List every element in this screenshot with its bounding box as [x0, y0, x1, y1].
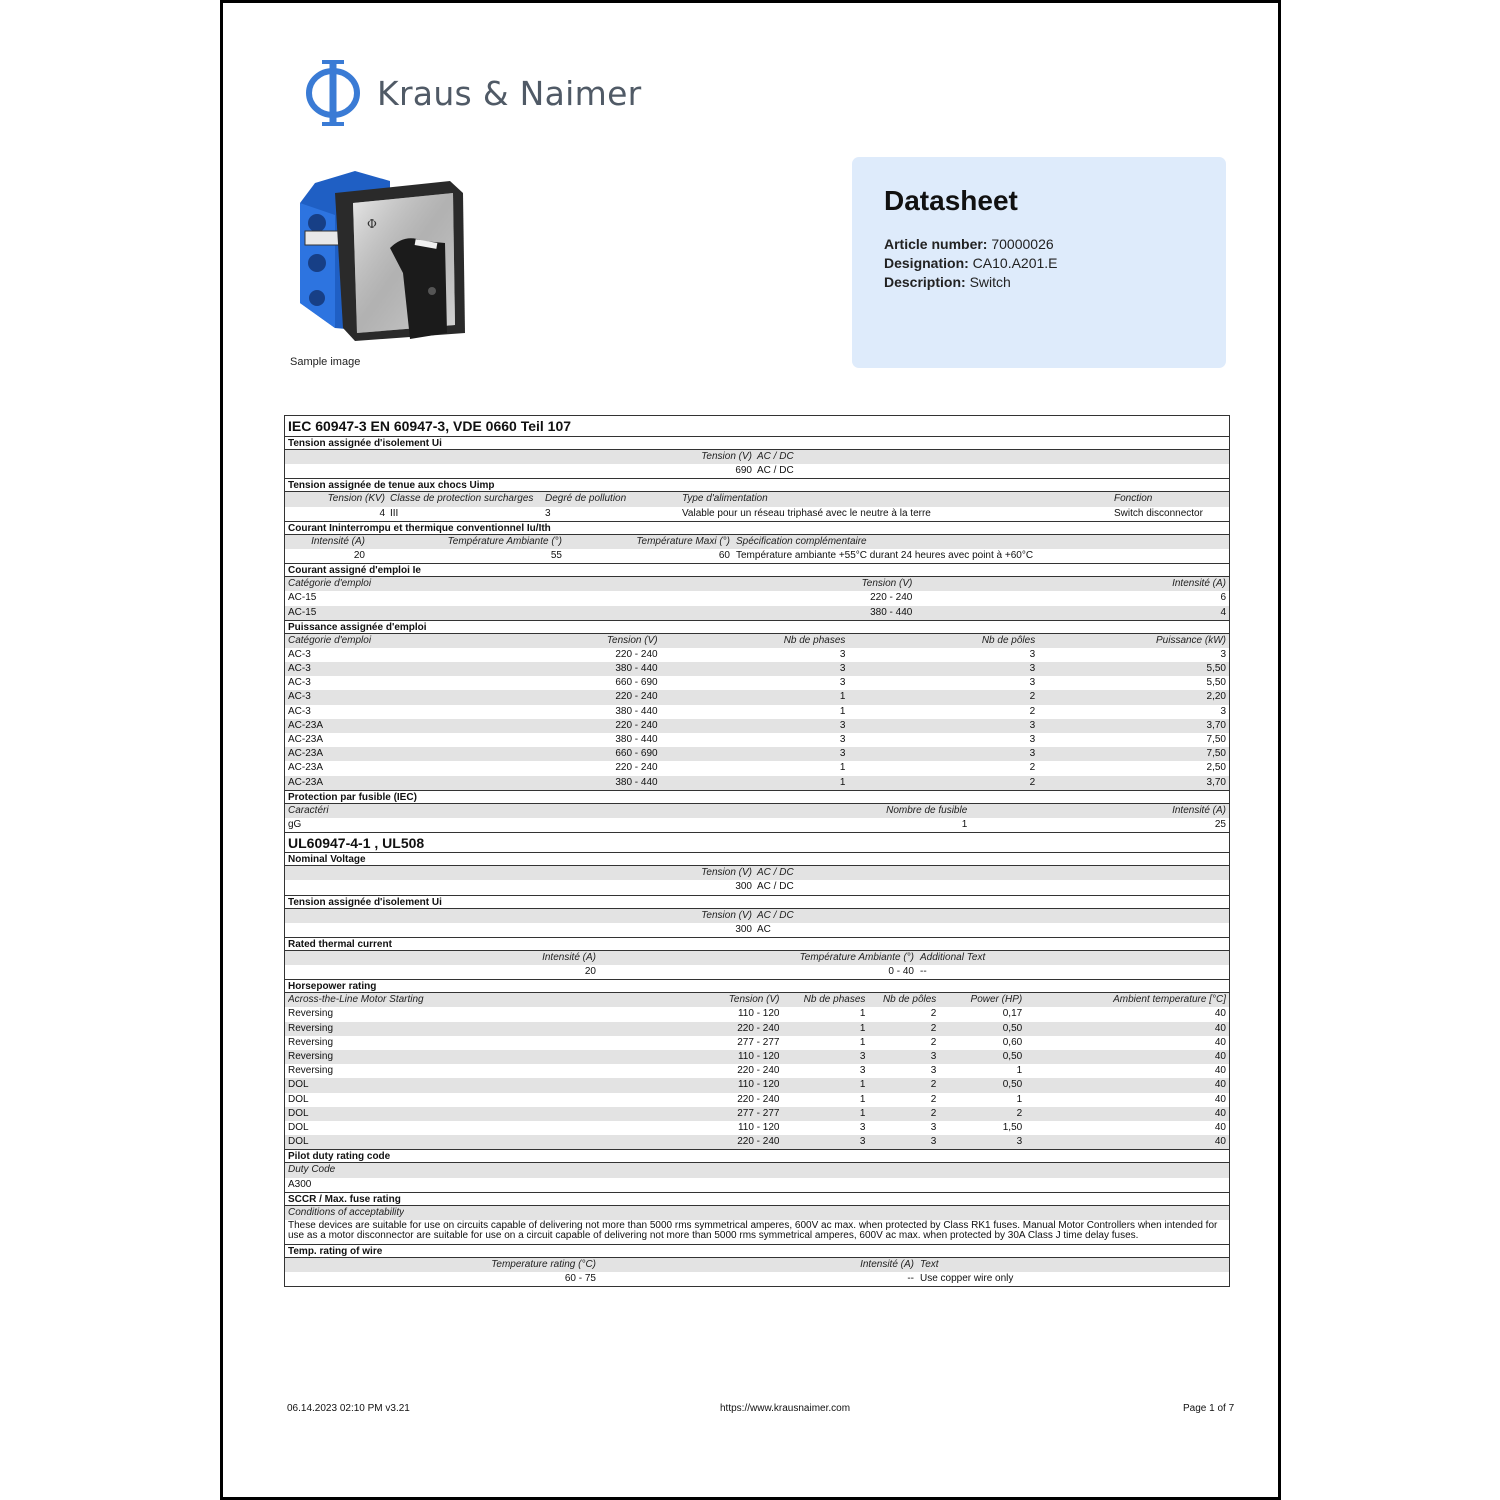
iec-standard-title: IEC 60947-3 EN 60947-3, VDE 0660 Teil 107	[288, 418, 572, 434]
iec-power-title: Puissance assignée d'emploi	[285, 620, 1229, 634]
table-row: AC-3 220 - 240 3 3 3	[288, 648, 1226, 660]
ul-nominal-row: 300 AC / DC	[735, 881, 794, 893]
footer-page-number: Page 1 of 7	[1183, 1403, 1235, 1414]
ul-ui-title: Tension assignée d'isolement Ui	[285, 895, 1229, 909]
datasheet-page	[220, 0, 1281, 1500]
table-row: AC-23A 660 - 690 3 3 7,50	[285, 747, 1229, 761]
iec-uimp-row: 4 III 3 Valable pour un réseau triphasé avec le neutre à la terre Switch disconnector	[379, 507, 1203, 519]
specification-table	[284, 415, 1230, 1287]
ul-pilot-title: Pilot duty rating code	[285, 1149, 1229, 1163]
ul-hp-table	[285, 993, 1229, 1149]
iec-ith-row: 20 55 60 Température ambiante +55°C durant 24 heures avec point à +60°C	[353, 549, 1034, 561]
phi-logo-icon	[303, 57, 363, 129]
table-row: Reversing 220 - 240 3 3 1 40	[288, 1065, 1226, 1077]
iec-fuse-header: Caractéri Nombre de fusible Intensité (A)	[285, 804, 1229, 818]
table-header: Across-the-Line Motor Starting Tension (V) Nb de phases Nb de pôles Power (HP) Ambient temperature [°C]	[285, 993, 1229, 1007]
image-caption: Sample image	[290, 356, 361, 368]
table-row: DOL 220 - 240 3 3 3 40	[285, 1135, 1229, 1149]
footer-url[interactable]: https://www.krausnaimer.com	[720, 1403, 851, 1414]
ul-wire-header: Temperature rating (°C) Intensité (A) Text	[285, 1258, 1229, 1272]
ul-nominal-title: Nominal Voltage	[285, 852, 1229, 866]
table-row: Reversing 220 - 240 1 2 0,50 40	[285, 1022, 1229, 1036]
table-row: DOL 110 - 120 3 3 1,50 40	[288, 1121, 1226, 1133]
table-row: AC-15 220 - 240 6	[288, 592, 1227, 604]
ul-hp-title: Horsepower rating	[285, 979, 1229, 993]
ul-pilot-row: A300	[288, 1178, 312, 1190]
ul-ui-header: Tension (V) AC / DC	[285, 909, 1229, 923]
iec-uimp-title: Tension assignée de tenue aux chocs Uimp	[285, 478, 1229, 492]
product-switch-image	[295, 163, 470, 348]
svg-text:Φ: Φ	[367, 217, 377, 231]
table-row: AC-3 380 - 440 3 3 5,50	[285, 662, 1229, 676]
table-row: DOL 110 - 120 1 2 0,50 40	[285, 1078, 1229, 1092]
iec-ith-header: Intensité (A) Température Ambiante (°) Température Maxi (°) Spécification complémentaire	[285, 535, 1229, 549]
table-row: AC-23A 220 - 240 3 3 3,70	[285, 719, 1229, 733]
iec-ui-row: 690 AC / DC	[735, 465, 794, 477]
ul-wire-title: Temp. rating of wire	[285, 1244, 1229, 1258]
iec-ui-title: Tension assignée d'isolement Ui	[285, 436, 1229, 450]
ul-sccr-header: Conditions of acceptability	[285, 1206, 1229, 1220]
ul-sccr-title: SCCR / Max. fuse rating	[285, 1192, 1229, 1206]
brand-name: Kraus & Naimer	[377, 73, 642, 113]
table-row: Reversing 110 - 120 1 2 0,17 40	[288, 1008, 1226, 1020]
datasheet-info-box	[852, 157, 1226, 368]
iec-ie-title: Courant assigné d'emploi Ie	[285, 563, 1229, 577]
table-row: AC-23A 220 - 240 1 2 2,50	[288, 762, 1226, 774]
footer-date: 06.14.2023 02:10 PM v3.21	[287, 1403, 410, 1414]
iec-ie-table	[285, 577, 1229, 620]
table-row: Reversing 277 - 277 1 2 0,60 40	[288, 1036, 1226, 1048]
ul-wire-row: 60 - 75 -- Use copper wire only	[564, 1273, 1014, 1285]
table-row: DOL 277 - 277 1 2 2 40	[285, 1107, 1229, 1121]
datasheet-title: Datasheet	[884, 185, 1018, 216]
ul-standard-title: UL60947-4-1 , UL508	[285, 832, 1229, 852]
table-row: DOL 220 - 240 1 2 1 40	[288, 1093, 1226, 1105]
designation: Designation: CA10.A201.E	[884, 255, 1058, 271]
table-row: AC-15 380 - 440 4	[285, 606, 1229, 620]
table-row: Reversing 110 - 120 3 3 0,50 40	[285, 1050, 1229, 1064]
iec-fuse-title: Protection par fusible (IEC)	[285, 790, 1229, 804]
ul-nominal-header: Tension (V) AC / DC	[285, 866, 1229, 880]
ul-pilot-header: Duty Code	[285, 1163, 1229, 1177]
brand-logo	[303, 57, 642, 129]
iec-ui-header: Tension (V) AC / DC	[285, 450, 1229, 464]
iec-ith-title: Courant Ininterrompu et thermique conventionnel Iu/Ith	[285, 521, 1229, 535]
ul-thermal-header: Intensité (A) Température Ambiante (°) Additional Text	[285, 951, 1229, 965]
article-number: Article number: 70000026	[884, 236, 1054, 252]
ul-sccr-text: These devices are suitable for use on circuits capable of delivering not more than 5000 rms symmetrical amperes, 600V ac max. when protected by Class RK1 fuses. Manual Motor Controllers when intended for use as a motor disconnector are suitable for use on a circuit capable of delivering not more than 5000 rms symmetrical amperes, 600V ac max. when protected by 30A Class J time delay fuses.	[288, 1219, 1218, 1242]
table-header: Catégorie d'emploi Tension (V) Nb de phases Nb de pôles Puissance (kW)	[285, 634, 1229, 648]
table-row: AC-3 660 - 690 3 3 5,50	[288, 677, 1226, 689]
ul-ui-row: 300 AC	[735, 923, 771, 935]
iec-fuse-row: gG 1 25	[288, 818, 1226, 830]
iec-uimp-header: Tension (KV) Classe de protection surcharges Degré de pollution Type d'alimentation Fonction	[285, 492, 1229, 506]
table-row: AC-3 380 - 440 1 2 3	[288, 705, 1226, 717]
iec-power-table	[285, 634, 1229, 790]
description: Description: Switch	[884, 274, 1011, 290]
ul-thermal-row: 20 0 - 40 --	[584, 966, 927, 978]
table-header: Catégorie d'emploi Tension (V) Intensité (A)	[285, 577, 1229, 591]
ul-thermal-title: Rated thermal current	[285, 937, 1229, 951]
table-row: AC-23A 380 - 440 1 2 3,70	[285, 776, 1229, 790]
table-row: AC-23A 380 - 440 3 3 7,50	[288, 734, 1226, 745]
table-row: AC-3 220 - 240 1 2 2,20	[285, 690, 1229, 704]
